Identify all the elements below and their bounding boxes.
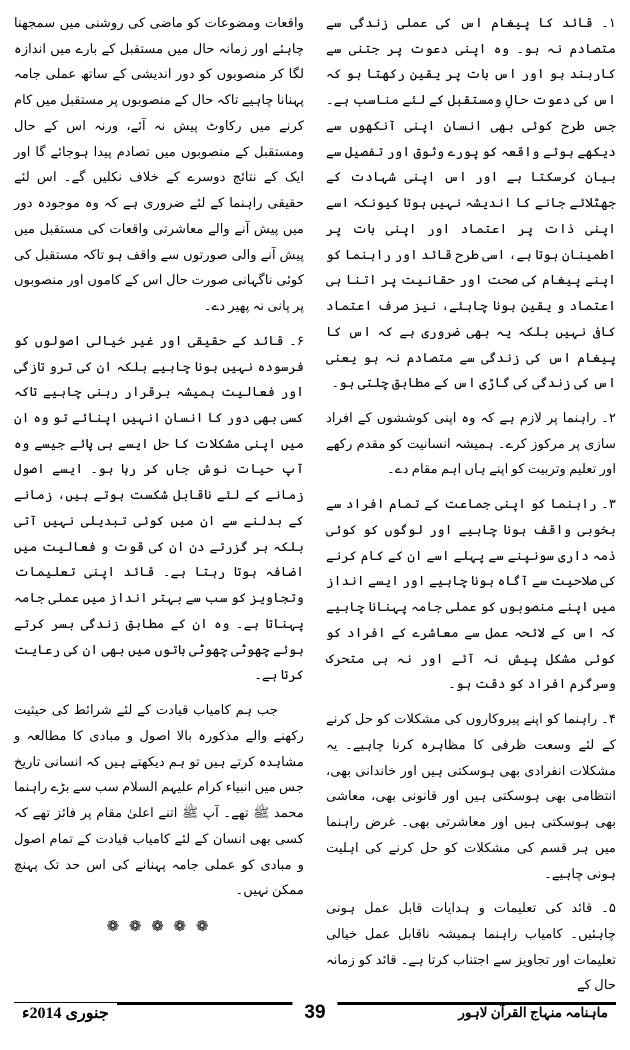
page-footer xyxy=(14,996,616,1036)
paragraph: ۵۔ قائد کی تعلیمات و ہدایات قابل عمل ہونی چاہئیں۔ کامیاب راہنما ہمیشہ ناقابل عمل خیالی تعلیمات اور تجاویز سے اجتناب کرتا ہے۔ قائد کو زمانہ حال کے xyxy=(326,900,616,993)
paragraph: ۲۔ راہنما پر لازم ہے کہ وہ اپنی کوششوں کے افراد سازی پر مرکوز کرے۔ ہمیشہ انسانیت کو مقدم رکھے اور تعلیم وتربیت کو اپنے ہاں اہم مقام دے۔ xyxy=(326,410,616,477)
paragraph: ۴۔ راہنما کو اپنے پیروکاروں کی مشکلات کو حل کرنے کے لئے وسعت ظرفی کا مظاہرہ کرنا چاہیے۔ یہ مشکلات انفرادی بھی ہوسکتی ہیں اور خاندانی بھی، انتظامی بھی ہوسکتی ہیں اور قانونی بھی، معاشی بھی ہوسکتی ہیں اور معاشرتی بھی۔ غرض راہنما میں ہر قسم کی مشکلات کو حل کرنے کی اہلیت ہونی چاہیے۔ xyxy=(326,711,616,881)
paragraph: ۶۔ قائد کے حقیقی اور غیر خیالی اصولوں کو فرسودہ نہیں ہونا چاہیے بلکہ ان کی ترو تازگی اور فعالیت ہمیشہ برقرار رہنی چاہیے تاکہ کسی بھی دور کا انسان انہیں اپنائے تو وہ ان میں اپنی مشکلات کا حل ایسے ہی پائے جیسے وہ آپ حیات نوش جاں کر رہا ہو۔ ایسے اصول زمانے کے لئے ناقابل شکست ہوتے ہیں، زمانے کے بدلنے سے ان میں کوئی تبدیلی نہیں آتی بلکہ ہر گزرتے دن ان کی قوت و فعالیت میں اضافہ ہوتا رہتا ہے۔ قائد اپنی تعلیمات وتجاویز کو سب سے بہتر انداز میں عملی جامہ پہناتا ہے۔ وہ ان کے مطابق زندگی بسر کرتے ہوئے چھوٹی چھوٹی باتوں میں بھی ان کی رعایت کرتا ہے۔ xyxy=(14,332,304,683)
ornament-divider: ❁ ❁ ❁ ❁ ❁ xyxy=(106,918,212,935)
paragraph: واقعات ومضوعات کو ماضی کی روشنی میں سمجھنا چاہئے اور زمانہ حال میں مستقبل کے بارے میں اندازہ لگا کر منصوبوں کو دور اندیشی کے ساتھ عملی جامہ پہنانا چاہیے تاکہ حال کے منصوبوں پر مستقبل میں کام کرنے میں رکاوٹ پیش نہ آئے، ورنہ اس کے حال ومستقبل کے منصوبوں میں تصادم پیدا ہوجائے گا اور ایک کے نتائج دوسرے کے خلاف نکلیں گے۔ اس لئے حقیقی راہنما کے لئے ضروری ہے کہ وہ موجودہ دور میں پیش آنے والے معاشرتی واقعات کی مستقبل میں پیش آنے والی صورتوں سے واقف ہو تاکہ مستقبل کی کوئی ناگہانی صورت حال اس کے کاموں اور منصوبوں پر پانی نہ پھیر دے۔ xyxy=(14,15,304,314)
page-number: 39 xyxy=(292,1002,337,1024)
two-column-body xyxy=(14,10,616,993)
footer-publication-name: ماہنامہ منہاج القرآن لاہور xyxy=(450,1005,616,1021)
paragraph: ۱۔ قائد کا پیغام اس کی عملی زندگی سے متصادم نہ ہو۔ وہ اپنی دعوت پر جتنی سے کاربند ہو اور اس بات پر یقین رکھتا ہو کہ اس کی دعوت حالِ ومستقبل کے لئے مناسب ہے۔ جس طرح کوئی بھی انسان اپنی آنکھوں سے دیکھے ہوئے واقعہ کو پورے وثوق اور تفصیل سے بیان کرسکتا ہے اور اس اپنی شہادت کے جھٹلائے جانے کا اندیشہ نہیں ہوتا کیونکہ اسے اپنی ذات پر اعتماد اور اپنی بات پر اطمینان ہوتا ہے، اسی طرح قائد اور راہنما کو اپنے پیغام کی صحت اور حقانیت پر اتنا ہی اعتماد و یقین ہونا چاہئے، نیز صرف اعتماد کافی نہیں بلکہ یہ بھی ضروری ہے کہ اس کا پیغام اس کی زندگی سے متصادم نہ ہو یعنی اس کی زندگی کی گاڑی اس کے مطابق چلتی ہو۔ xyxy=(326,15,616,391)
paragraph: ۳۔ راہنما کو اپنی جماعت کے تمام افراد سے بخوبی واقف ہونا چاہیے اور لوگوں کو کوئی ذمہ داری سونپنے سے پہلے اسے ان کے کام کرنے کی صلاحیت سے آگاہ ہونا چاہیے اور ایسے انداز میں اپنے منصوبوں کو عملی جامہ پہنانا چاہیے کہ اس کے لائحہ عمل سے معاشرے کے افراد کو کوئی مشکل پیش نہ آئے اور نہ ہی متحرک وسرگرم افراد کو دقت ہو۔ xyxy=(326,496,616,692)
left-column xyxy=(14,10,304,975)
right-column xyxy=(326,10,616,993)
footer-issue-date: جنوری 2014ء xyxy=(14,1003,117,1023)
paragraph: جب ہم کامیاب قیادت کے لئے شرائط کی حیثیت رکھنے والے مذکورہ بالا اصول و مبادی کا مطالعہ و مشاہدہ کرتے ہیں تو ہم دیکھتے ہیں کہ انسانی تاریخ جس میں انبیاء کرام علیہم السلام سب سے بڑے راہنما محمد ﷺ تھے۔ آپ ﷺ اتنے اعلیٰ مقام پر فائز تھے کہ کسی بھی انسان کے لئے کامیاب قیادت کے تمام اصول و مبادی کو عملی جامہ پہنانے کی اس حد تک پہنچ ممکن نہیں۔ xyxy=(14,702,304,898)
